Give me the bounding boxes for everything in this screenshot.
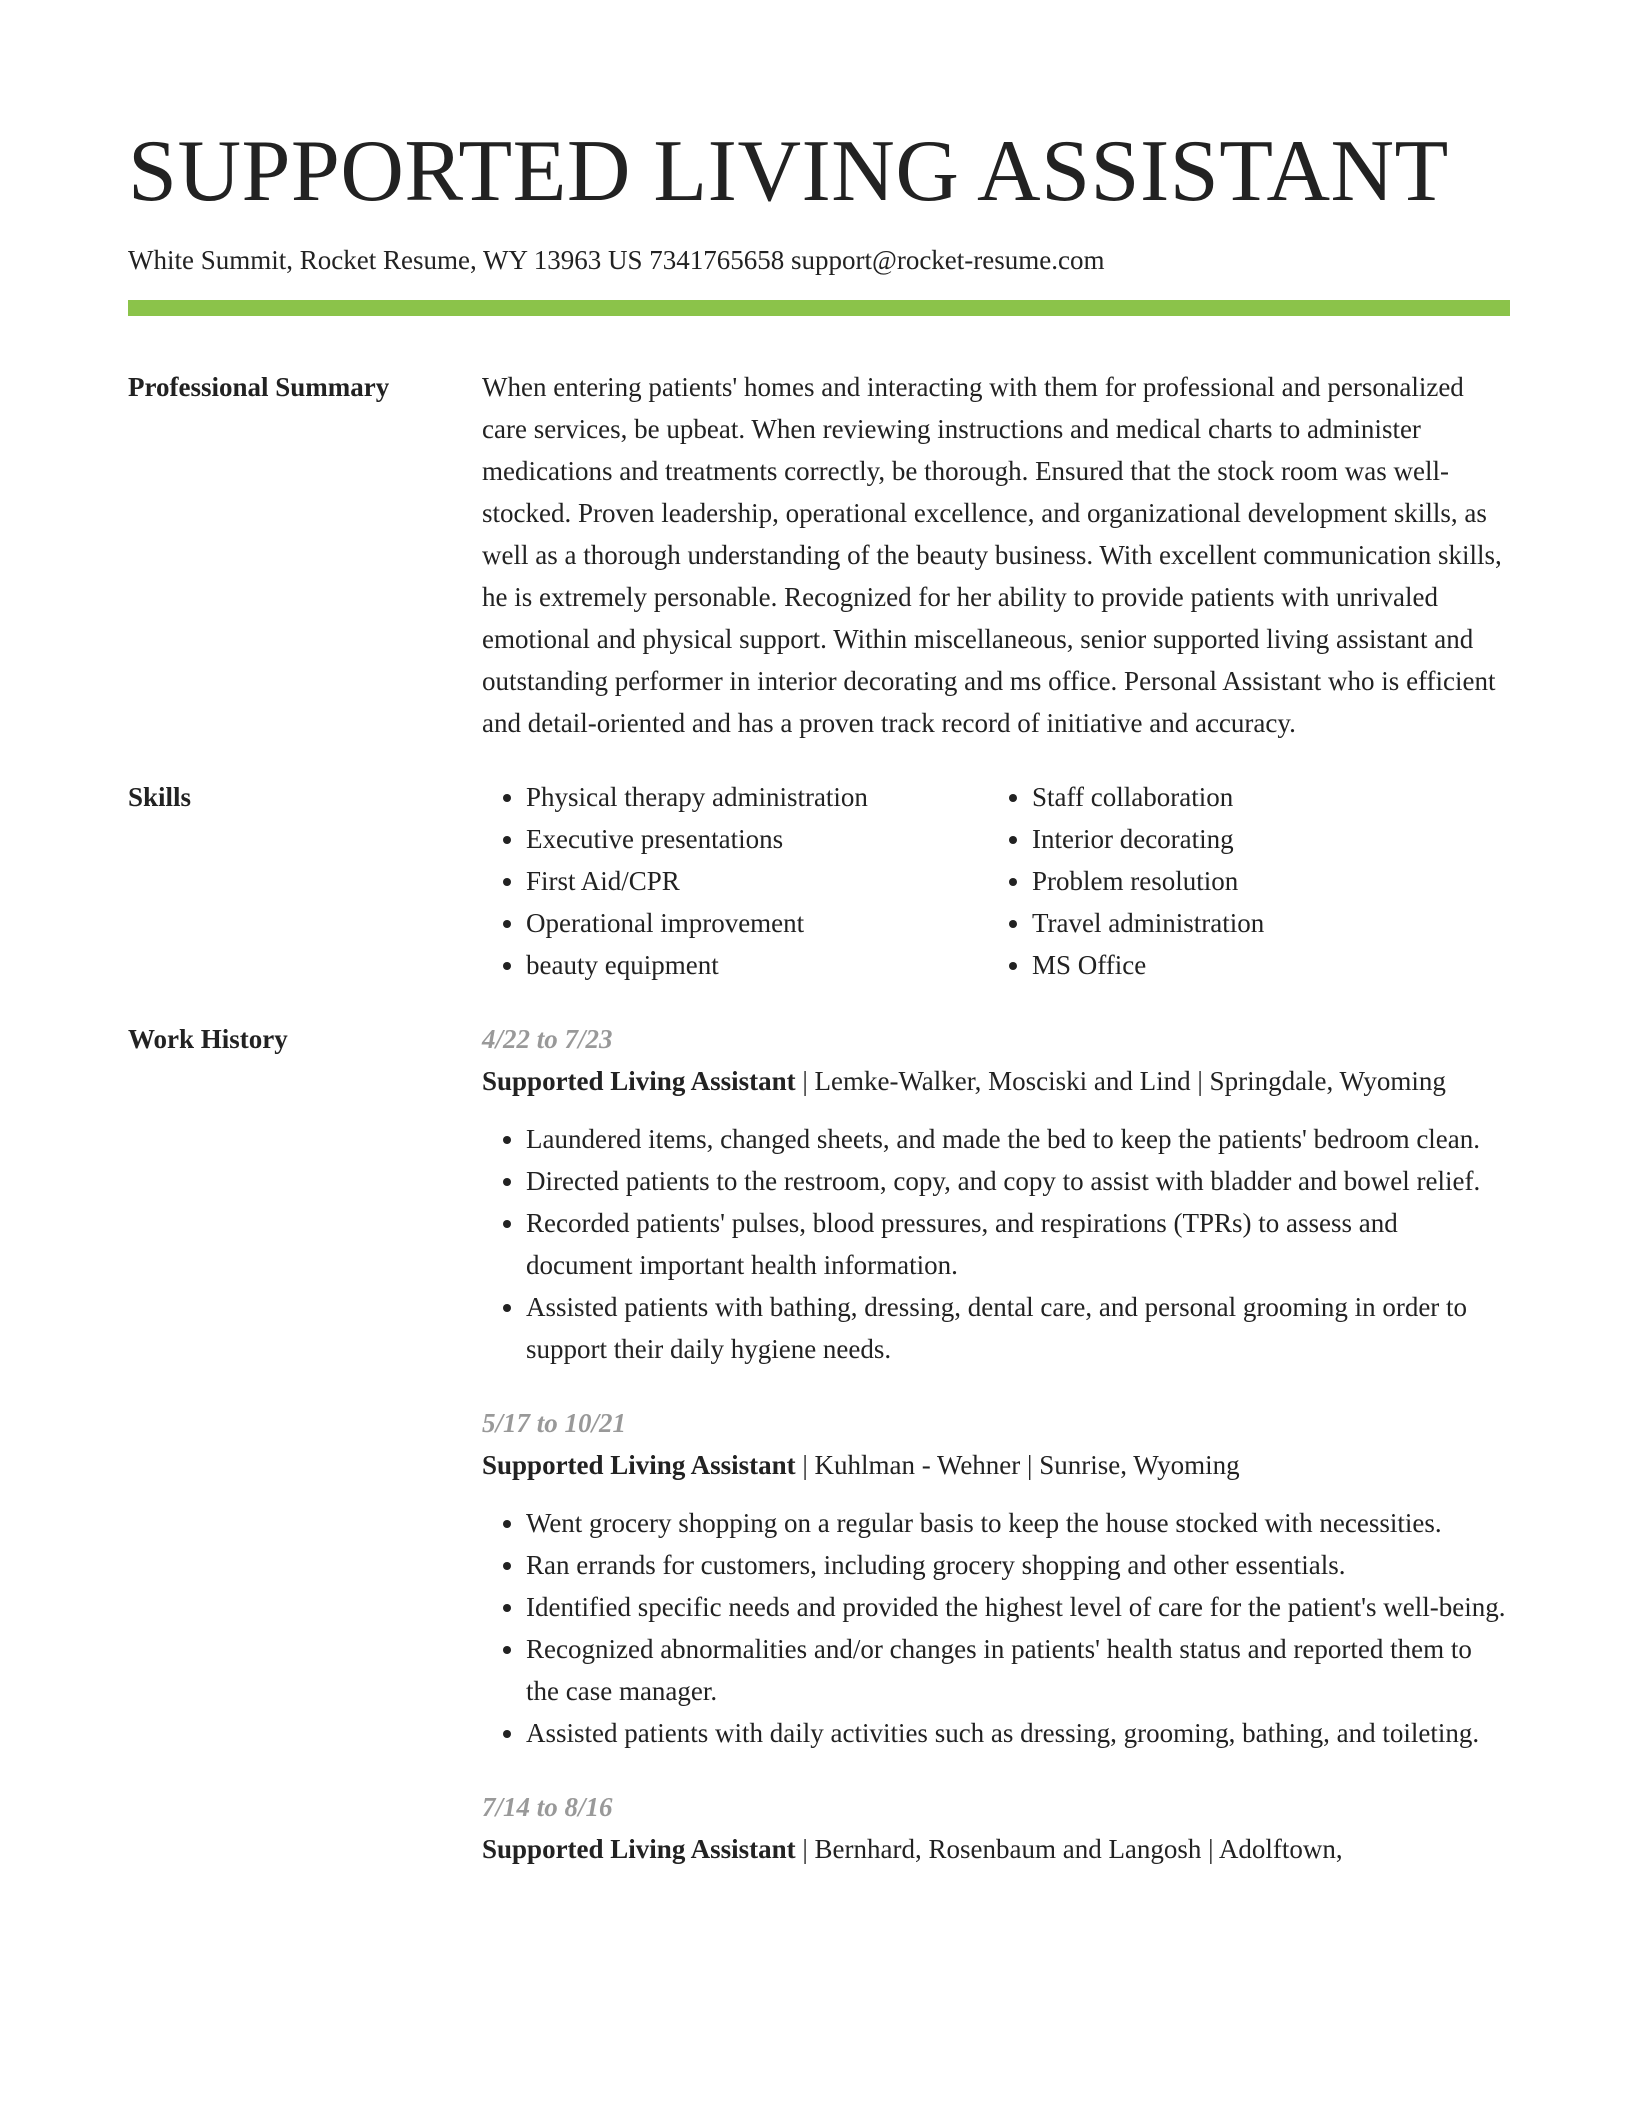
job-title: Supported Living Assistant [482,1066,796,1096]
skill-item: • Staff collaboration [1032,776,1494,818]
duty-item: • Recognized abnormalities and/or changes in patients' health status and reported them to the case manager. [526,1628,1510,1712]
skill-item: • beauty equipment [526,944,988,986]
job-entry [482,1018,1510,1370]
duty-item: • Assisted patients with bathing, dressing, dental care, and personal grooming in order to support their daily hygiene needs. [526,1286,1510,1370]
job-duties [482,1118,1510,1370]
job-employer-location: | Bernhard, Rosenbaum and Langosh | Adolftown, [795,1834,1343,1864]
duty-item: • Ran errands for customers, including grocery shopping and other essentials. [526,1544,1510,1586]
skill-item: • Interior decorating [1032,818,1494,860]
duty-item: • Recorded patients' pulses, blood pressures, and respirations (TPRs) to assess and document important health information. [526,1202,1510,1286]
job-employer-location: | Lemke-Walker, Mosciski and Lind | Springdale, Wyoming [795,1066,1446,1096]
job-dates: 7/14 to 8/16 [482,1792,613,1822]
work-history-body [482,1018,1510,1902]
duty-item: • Went grocery shopping on a regular basis to keep the house stocked with necessities. [526,1502,1510,1544]
resume-page [128,0,1510,1902]
job-title: Supported Living Assistant [482,1834,796,1864]
duty-item: • Assisted patients with daily activities such as dressing, grooming, bathing, and toileting. [526,1712,1510,1754]
skills-label: Skills [128,782,192,812]
job-entry [482,1786,1510,1870]
skill-item: • Travel administration [1032,902,1494,944]
skill-item: • Problem resolution [1032,860,1494,902]
duty-item: • Directed patients to the restroom, copy, and copy to assist with bladder and bowel relief. [526,1160,1510,1202]
summary-text: When entering patients' homes and interacting with them for professional and personalized care services, be upbeat. When reviewing instructions and medical charts to administer medications and treatments correctly, be thorough. Ensured that the stock room was well-stocked. Proven leadership, operational excellence, and organizational development skills, as well as a thorough understanding of the beauty business. With excellent communication skills, he is extremely personable. Recognized for her ability to provide patients with unrivaled emotional and physical support. Within miscellaneous, senior supported living assistant and outstanding performer in interior decorating and ms office. Personal Assistant who is efficient and detail-oriented and has a proven track record of initiative and accuracy. [482,372,1502,738]
contact-line: White Summit, Rocket Resume, WY 13963 US 7341765658 support@rocket-resume.com [128,245,1105,275]
job-dates: 5/17 to 10/21 [482,1408,627,1438]
work-history-label: Work History [128,1024,288,1054]
job-title: Supported Living Assistant [482,1450,796,1480]
skill-item: • Physical therapy administration [526,776,988,818]
duty-item: • Identified specific needs and provided the highest level of care for the patient's well-being. [526,1586,1510,1628]
accent-divider [128,300,1510,316]
resume-header [128,124,1510,316]
skill-item: • First Aid/CPR [526,860,988,902]
skill-item: • MS Office [1032,944,1494,986]
skill-item: • Operational improvement [526,902,988,944]
summary-label: Professional Summary [128,372,390,402]
skills-grid [482,776,1510,986]
resume-name: SUPPORTED LIVING ASSISTANT [128,123,1449,220]
job-dates: 4/22 to 7/23 [482,1024,613,1054]
duty-item: • Laundered items, changed sheets, and made the bed to keep the patients' bedroom clean. [526,1118,1510,1160]
summary-section [128,366,1510,744]
job-title-line [482,1060,1510,1102]
job-title-line [482,1444,1510,1486]
job-employer-location: | Kuhlman - Wehner | Sunrise, Wyoming [795,1450,1240,1480]
job-duties [482,1502,1510,1754]
job-title-line [482,1828,1510,1870]
skills-body [482,776,1510,986]
skills-column-right [988,776,1494,986]
skills-section [128,776,1510,986]
job-entry [482,1402,1510,1754]
skill-item: • Executive presentations [526,818,988,860]
skills-column-left [482,776,988,986]
work-history-section [128,1018,1510,1902]
